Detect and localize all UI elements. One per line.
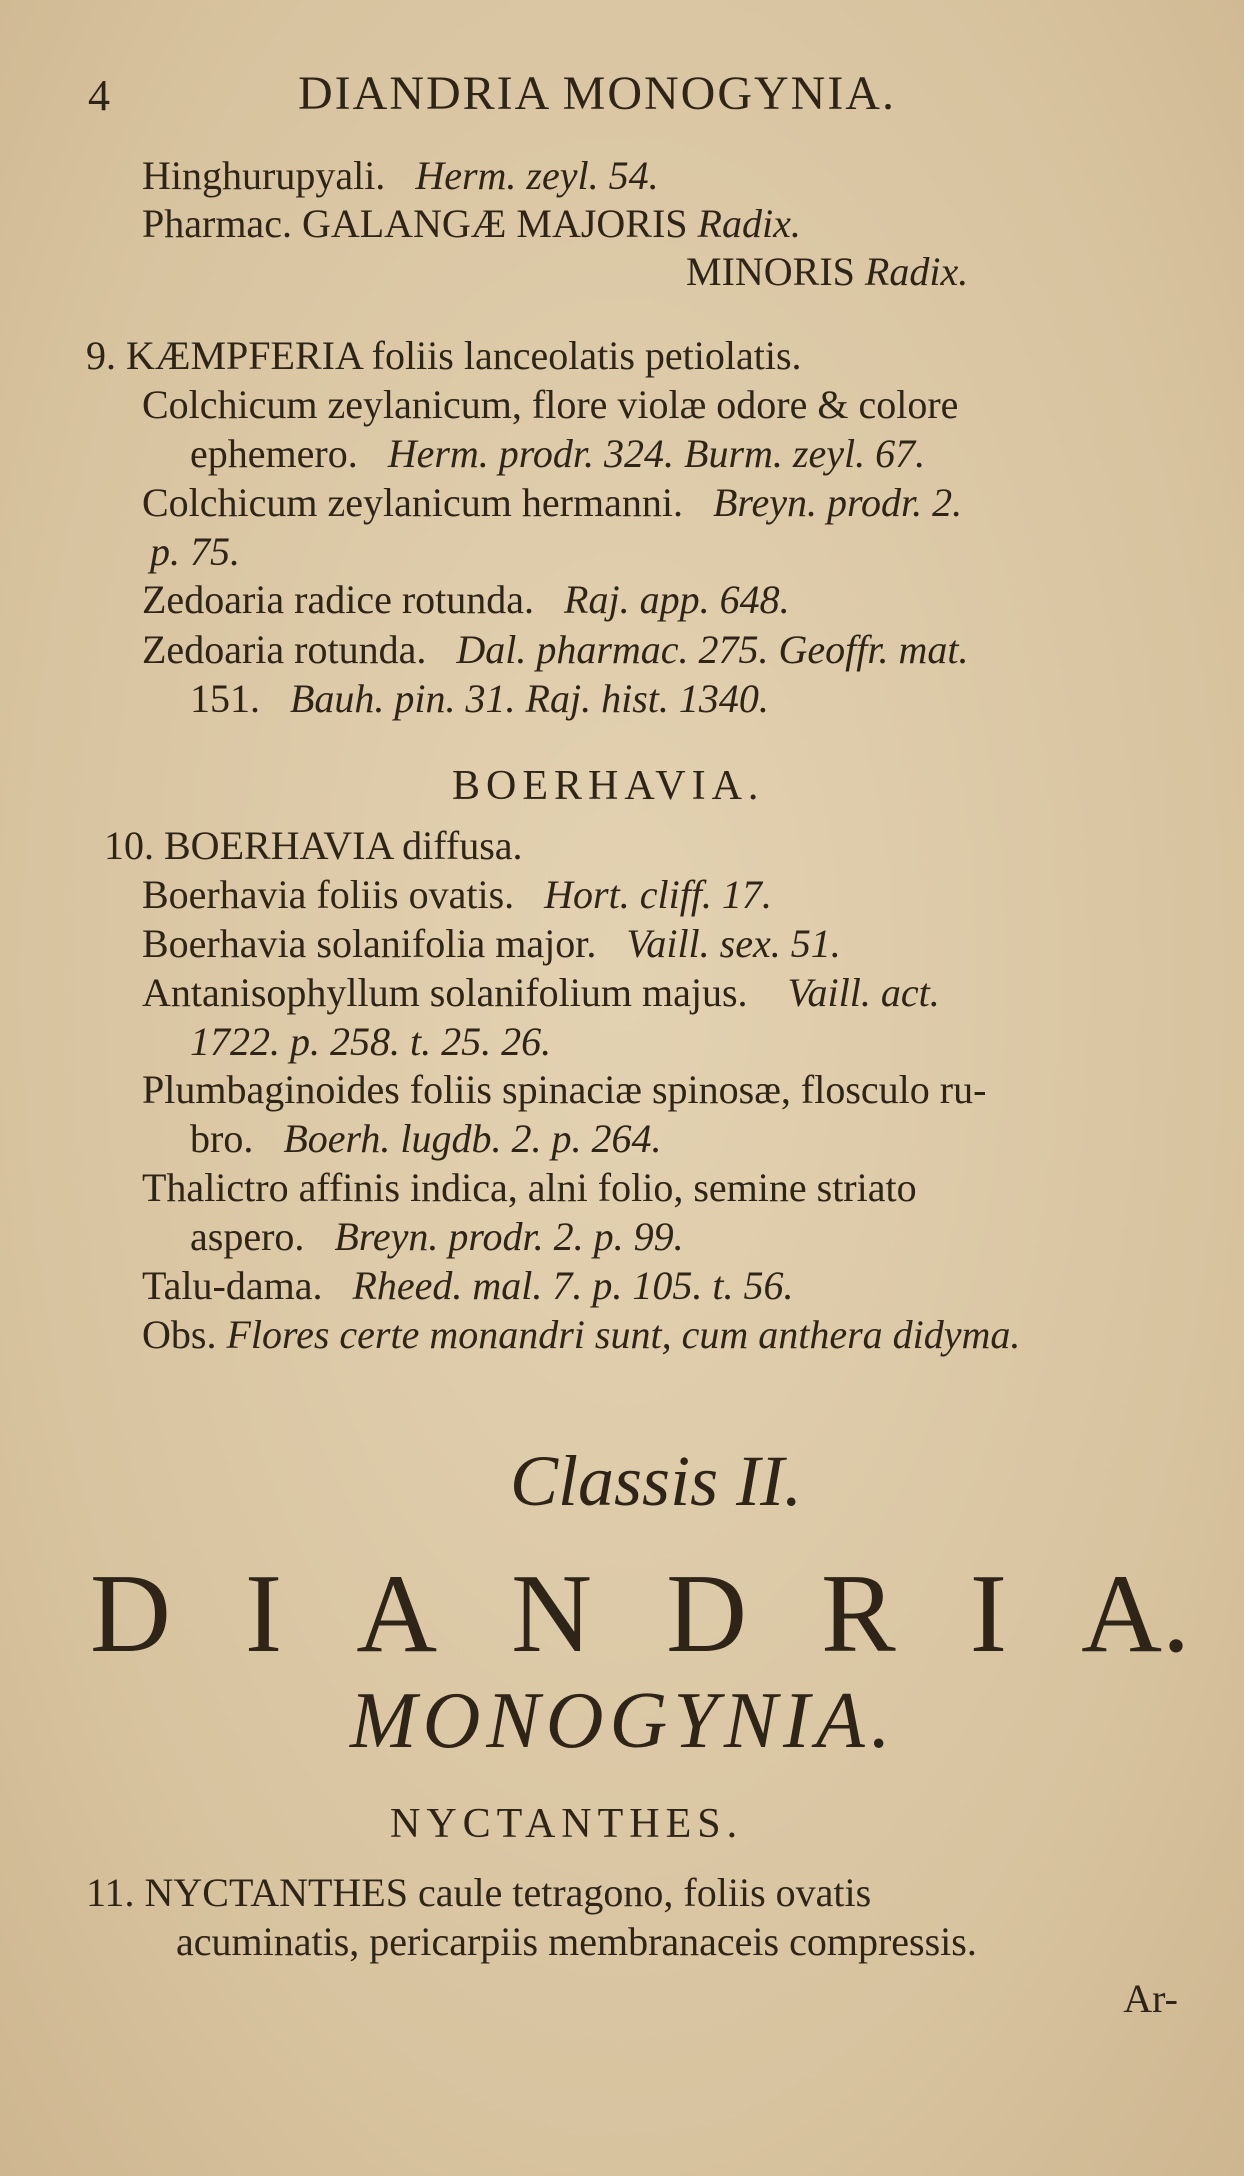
running-title: DIANDRIA MONOGYNIA. [298,67,896,120]
entry-head: 9. KÆMPFERIA foliis lanceolatis petiolatis. [86,333,802,378]
class-title-letter: N [511,1552,593,1676]
text-line: Thalictro affinis indica, alni folio, semine striato [142,1165,917,1210]
class-title-letter: A. [1081,1552,1190,1676]
text-line: MINORIS Radix. [686,249,969,294]
text-line: Hinghurupyali. Herm. zeyl. 54. [142,153,659,198]
text-line: Boerhavia solanifolia major. Vaill. sex. 51. [142,921,841,966]
text-line: Talu-dama. Rheed. mal. 7. p. 105. t. 56. [142,1263,794,1308]
genus-heading: BOERHAVIA. [452,763,765,809]
text-line: Zedoaria radice rotunda. Raj. app. 648. [142,577,790,622]
text-line: Obs. Flores certe monandri sunt, cum anthera didyma. [142,1312,1021,1357]
class-title-letter: A [356,1552,438,1676]
text-line: 1722. p. 258. t. 25. 26. [190,1019,552,1064]
class-heading: Classis II. [510,1441,803,1521]
text-line: ephemero. Herm. prodr. 324. Burm. zeyl. 67. [190,431,926,476]
order-heading: MONOGYNIA. [350,1677,897,1765]
text-line: Zedoaria rotunda. Dal. pharmac. 275. Geoffr. mat. [142,627,969,672]
class-title-letter: D [90,1552,171,1676]
genus-heading: NYCTANTHES. [390,1801,744,1847]
page-number: 4 [88,71,110,120]
text-line: 151. Bauh. pin. 31. Raj. hist. 1340. [190,676,769,721]
text-line: acuminatis, pericarpiis membranaceis compressis. [176,1919,977,1964]
entry-head: 11. NYCTANTHES caule tetragono, foliis ovatis [86,1870,872,1915]
class-title-letter: I [244,1552,283,1676]
class-title-letter: I [969,1552,1008,1676]
class-title [90,1550,1190,1679]
text-line: Boerhavia foliis ovatis. Hort. cliff. 17. [142,872,772,917]
text-line: Antanisophyllum solanifolium majus. Vaill. act. [142,970,940,1015]
entry-head: 10. BOERHAVIA diffusa. [104,823,523,868]
text-line: Colchicum zeylanicum, flore violæ odore & colore [142,382,959,427]
text-line: p. 75. [150,529,240,574]
text-line: Plumbaginoides foliis spinaciæ spinosæ, flosculo ru- [142,1067,987,1112]
class-title-letter: D [666,1552,747,1676]
text-line: bro. Boerh. lugdb. 2. p. 264. [190,1116,662,1161]
class-title-letter: R [821,1552,896,1676]
catchword: Ar- [1123,1976,1178,2021]
text-line: Pharmac. GALANGÆ MAJORIS Radix. [142,201,801,246]
text-line: aspero. Breyn. prodr. 2. p. 99. [190,1214,684,1259]
text-line: Colchicum zeylanicum hermanni. Breyn. prodr. 2. [142,480,963,525]
